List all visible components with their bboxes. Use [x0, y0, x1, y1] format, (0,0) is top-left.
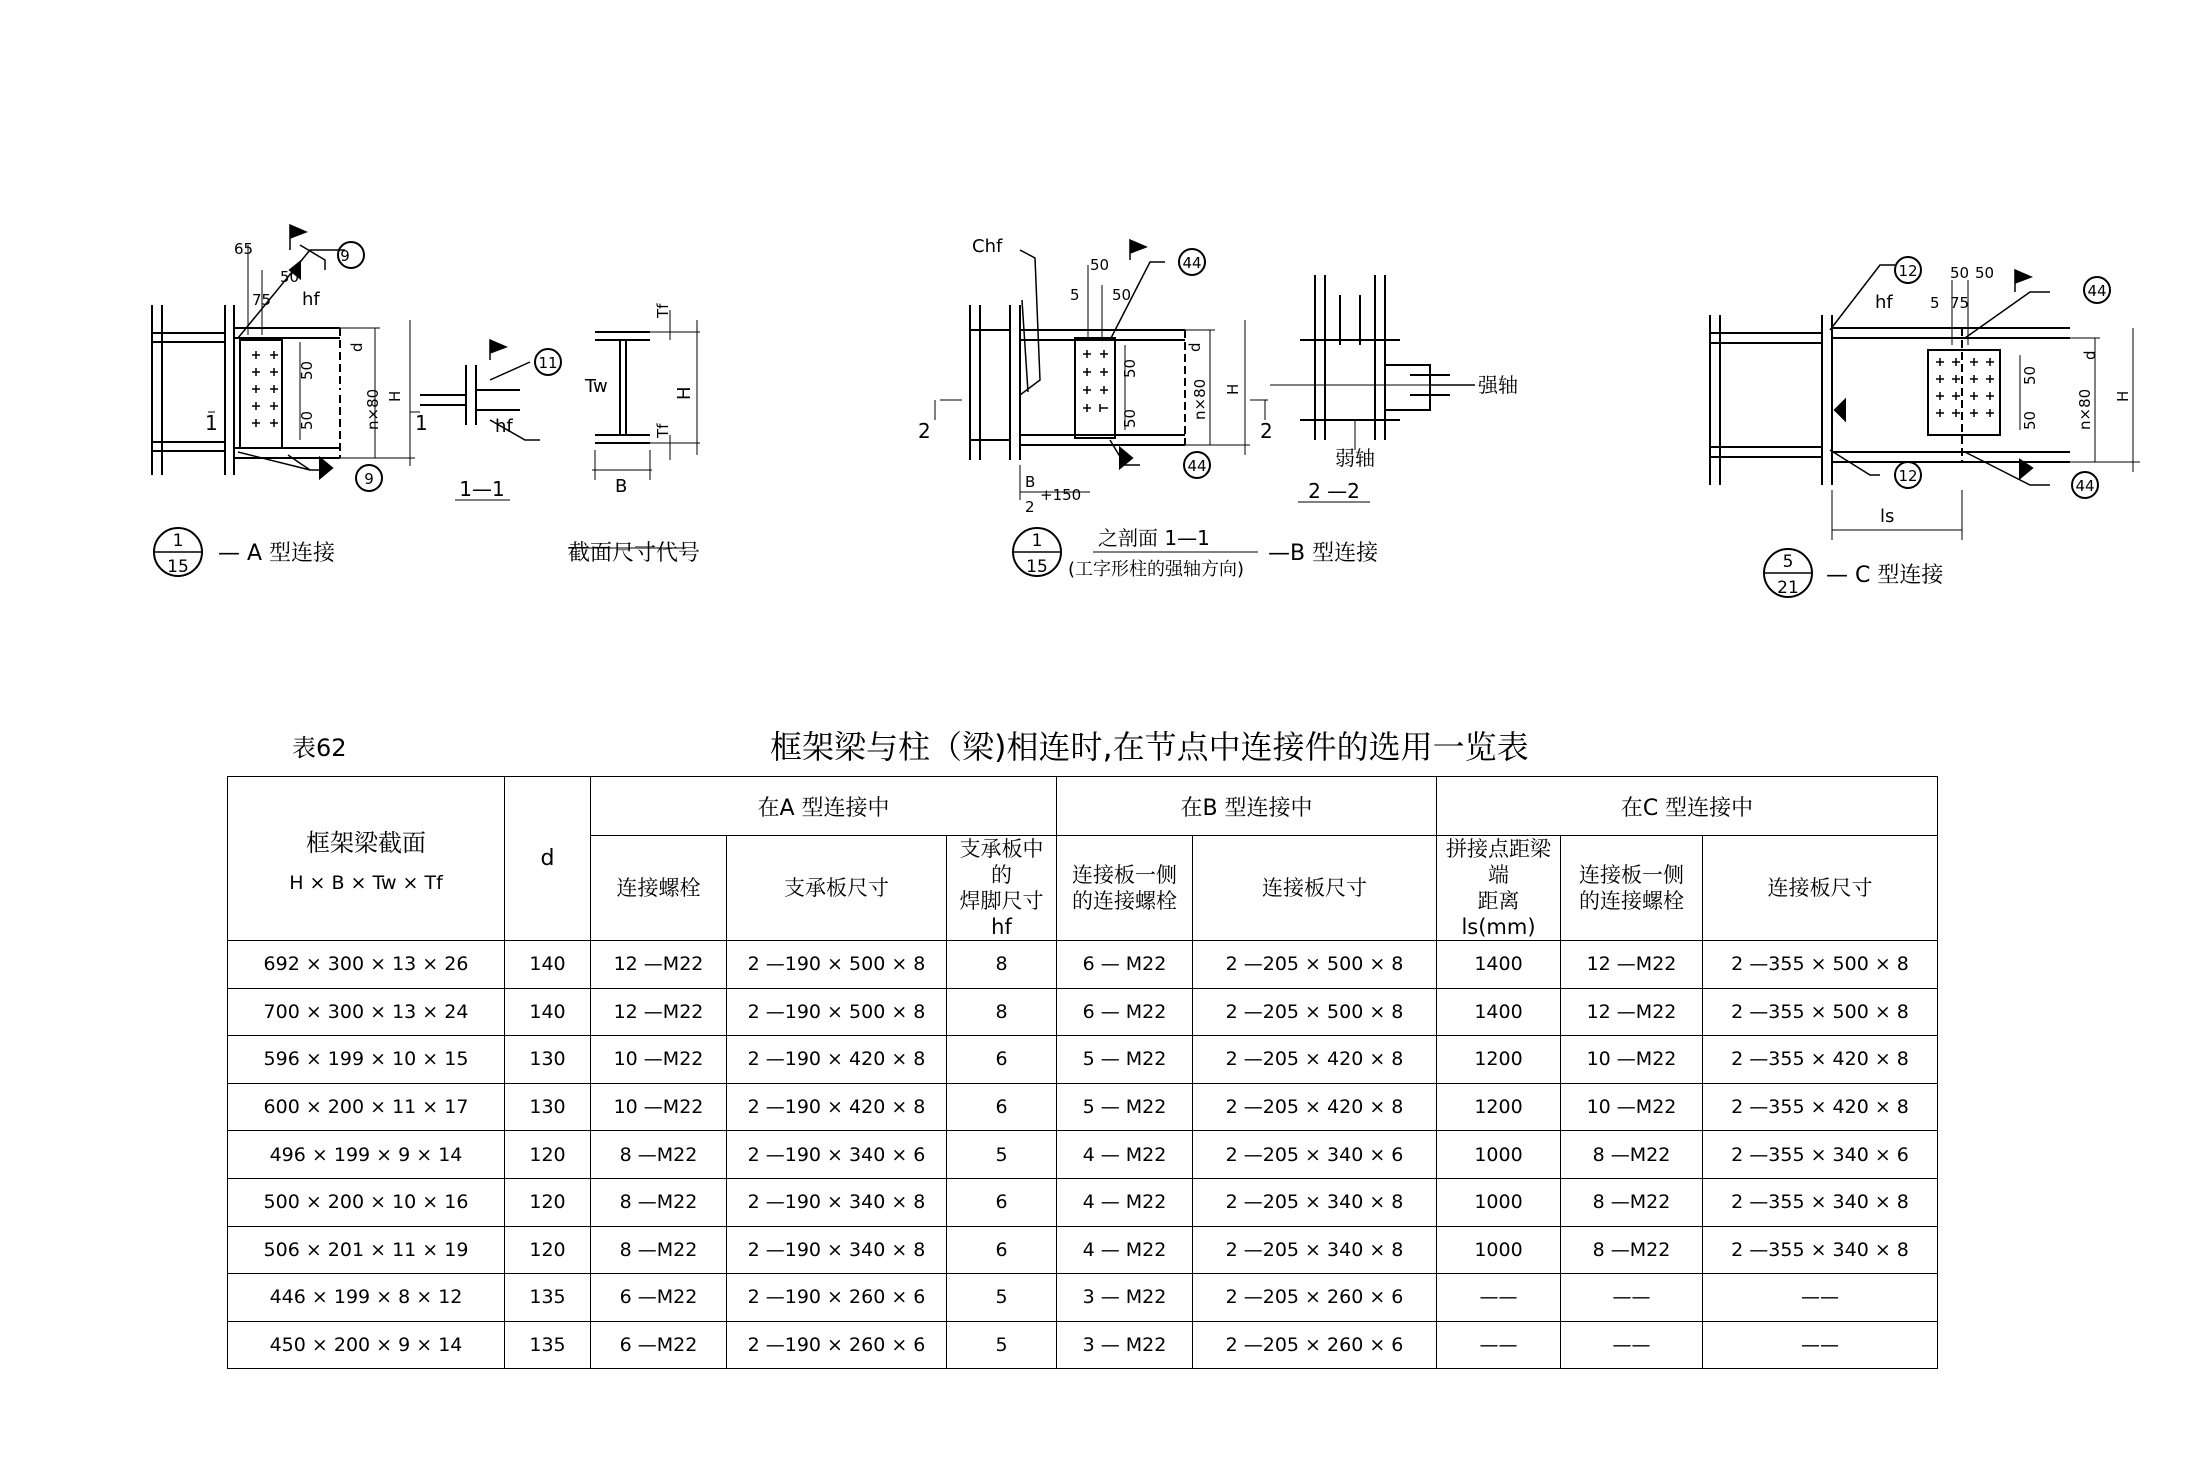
cell-a-plate: 2 —190 × 420 × 8 — [727, 1083, 947, 1131]
table-row — [228, 1178, 1938, 1226]
weld-label-a-top: hf — [302, 289, 320, 310]
ibeam-tf-top: Tf — [654, 303, 672, 318]
cell-a-bolt: 8 —M22 — [591, 1178, 727, 1226]
caption-b-line1: 之剖面 1—1 — [1098, 526, 1210, 550]
header-d: d — [505, 777, 591, 941]
cell-b-plate: 2 —205 × 340 × 8 — [1193, 1226, 1437, 1274]
cell-beam-section: 596 × 199 × 10 × 15 — [228, 1036, 505, 1084]
cell-a-bolt: 6 —M22 — [591, 1321, 727, 1369]
cell-a-weld: 5 — [947, 1321, 1057, 1369]
cell-b-bolt: 3 — M22 — [1057, 1321, 1193, 1369]
table-row — [228, 1036, 1938, 1084]
dim-b-50-top: 50 — [1090, 256, 1110, 274]
table-row — [228, 1274, 1938, 1322]
cell-d: 140 — [505, 988, 591, 1036]
cell-b-bolt: 6 — M22 — [1057, 988, 1193, 1036]
cell-a-bolt: 10 —M22 — [591, 1036, 727, 1084]
cell-d: 135 — [505, 1321, 591, 1369]
cell-c-plate: 2 —355 × 420 × 8 — [1703, 1036, 1938, 1084]
ref-b-bottom: 15 — [1026, 557, 1048, 577]
cell-d: 140 — [505, 941, 591, 989]
cell-c-distance: 1400 — [1437, 941, 1561, 989]
section-mark-b-left: 2 — [918, 419, 931, 443]
dim-c-d: d — [2081, 350, 2099, 360]
cell-c-plate: —— — [1703, 1274, 1938, 1322]
cell-a-plate: 2 —190 × 420 × 8 — [727, 1036, 947, 1084]
table-row — [228, 1226, 1938, 1274]
header-c-plate: 连接板尺寸 — [1703, 836, 1938, 941]
cell-c-plate: 2 —355 × 500 × 8 — [1703, 941, 1938, 989]
ibeam-tw: Tw — [585, 376, 608, 397]
cell-beam-section: 692 × 300 × 13 × 26 — [228, 941, 505, 989]
cell-a-plate: 2 —190 × 340 × 8 — [727, 1178, 947, 1226]
header-b-bolt-line2: 的连接螺栓 — [1072, 889, 1177, 913]
cell-c-bolt: 12 —M22 — [1561, 941, 1703, 989]
bolt-group-b — [1083, 350, 1108, 412]
dim-a-75: 75 — [252, 291, 272, 309]
header-b-bolt-line1: 连接板一侧 — [1072, 863, 1177, 887]
dim-a-50-lower: 50 — [298, 410, 316, 430]
cell-a-plate: 2 —190 × 340 × 8 — [727, 1226, 947, 1274]
cell-b-bolt: 6 — M22 — [1057, 941, 1193, 989]
cell-a-weld: 5 — [947, 1131, 1057, 1179]
cell-b-plate: 2 —205 × 340 × 6 — [1193, 1131, 1437, 1179]
dim-c-nx80: n×80 — [2076, 388, 2094, 430]
cell-b-plate: 2 —205 × 340 × 8 — [1193, 1178, 1437, 1226]
cell-c-bolt: —— — [1561, 1274, 1703, 1322]
cell-a-bolt: 6 —M22 — [591, 1274, 727, 1322]
dim-b-2: 2 — [1025, 498, 1035, 516]
header-b-plate: 连接板尺寸 — [1193, 836, 1437, 941]
ref-a-top: 1 — [172, 531, 184, 551]
header-c-bolt — [1561, 836, 1703, 941]
cell-c-distance: 1000 — [1437, 1131, 1561, 1179]
header-c-bolt-line2: 的连接螺栓 — [1579, 889, 1684, 913]
cell-a-plate: 2 —190 × 260 × 6 — [727, 1274, 947, 1322]
header-group-b: 在B 型连接中 — [1057, 777, 1437, 836]
dim-b-d: d — [1186, 342, 1204, 352]
cell-c-bolt: 10 —M22 — [1561, 1083, 1703, 1131]
header-group-c: 在C 型连接中 — [1437, 777, 1938, 836]
cell-d: 120 — [505, 1226, 591, 1274]
cell-a-bolt: 12 —M22 — [591, 988, 727, 1036]
header-b-bolt — [1057, 836, 1193, 941]
header-c-distance-line2: 距离ls(mm) — [1461, 889, 1536, 939]
dim-b-50-right: 50 — [1112, 286, 1132, 304]
section-mark-b-right: 2 — [1260, 419, 1273, 443]
table-title: 框架梁与柱（梁)相连时,在节点中连接件的选用一览表 — [770, 728, 1529, 766]
weld-label-a-section: hf — [495, 416, 513, 437]
cell-a-bolt: 8 —M22 — [591, 1131, 727, 1179]
callout-9-bottom-text: 9 — [364, 470, 374, 488]
dim-c-50-lower: 50 — [2021, 410, 2039, 430]
cell-b-plate: 2 —205 × 260 × 6 — [1193, 1321, 1437, 1369]
cell-c-plate: 2 —355 × 340 × 8 — [1703, 1178, 1938, 1226]
dim-b-nx80: n×80 — [1191, 378, 1209, 420]
ref-c-bottom: 21 — [1777, 578, 1799, 598]
cell-d: 120 — [505, 1178, 591, 1226]
dim-a-65: 65 — [234, 240, 254, 258]
cell-c-bolt: 8 —M22 — [1561, 1226, 1703, 1274]
table-row — [228, 1131, 1938, 1179]
callout-12-top-text: 12 — [1898, 262, 1918, 280]
connection-selection-table — [227, 776, 1938, 1369]
cell-c-plate: 2 —355 × 340 × 8 — [1703, 1226, 1938, 1274]
header-a-weld — [947, 836, 1057, 941]
cell-c-distance: 1200 — [1437, 1083, 1561, 1131]
cell-beam-section: 446 × 199 × 8 × 12 — [228, 1274, 505, 1322]
callout-9-top-text: 9 — [340, 247, 350, 265]
dim-c-75: 75 — [1950, 294, 1970, 312]
cell-b-bolt: 5 — M22 — [1057, 1083, 1193, 1131]
dim-c-h: H — [2114, 390, 2132, 402]
cell-beam-section: 500 × 200 × 10 × 16 — [228, 1178, 505, 1226]
dim-c-50-upper: 50 — [2021, 365, 2039, 385]
dim-a-50-upper: 50 — [298, 360, 316, 380]
header-c-distance-line1: 拼接点距梁端 — [1446, 837, 1551, 887]
callout-44-top-text: 44 — [1182, 254, 1202, 272]
header-beam-section-title: 框架梁截面 — [306, 829, 426, 857]
section-mark-a-left: 1 — [205, 411, 218, 435]
dim-a-d: d — [348, 342, 366, 352]
cell-b-bolt: 4 — M22 — [1057, 1226, 1193, 1274]
dim-b-5: 5 — [1070, 286, 1080, 304]
cell-c-bolt: 8 —M22 — [1561, 1178, 1703, 1226]
cell-c-plate: —— — [1703, 1321, 1938, 1369]
cell-c-distance: 1000 — [1437, 1226, 1561, 1274]
cell-a-bolt: 12 —M22 — [591, 941, 727, 989]
header-a-weld-line2: 焊脚尺寸hf — [959, 889, 1044, 939]
section-title-2-2: 2 —2 — [1308, 479, 1360, 503]
ibeam-caption: 截面尺寸代号 — [568, 541, 701, 566]
axis-weak: 弱轴 — [1335, 446, 1375, 470]
section-title-1-1: 1—1 — [459, 477, 505, 501]
ref-a-bottom: 15 — [167, 557, 189, 577]
cell-a-plate: 2 —190 × 260 × 6 — [727, 1321, 947, 1369]
cell-a-weld: 6 — [947, 1083, 1057, 1131]
dim-c-hf: hf — [1875, 292, 1893, 313]
cell-a-plate: 2 —190 × 340 × 6 — [727, 1131, 947, 1179]
section-2-2 — [1270, 275, 1475, 450]
ref-b-top: 1 — [1031, 531, 1043, 551]
dim-b-150: +150 — [1040, 486, 1082, 504]
caption-b-line2: (工字形柱的强轴方向) — [1068, 559, 1245, 580]
cell-b-bolt: 5 — M22 — [1057, 1036, 1193, 1084]
cell-a-weld: 8 — [947, 941, 1057, 989]
cell-c-distance: 1200 — [1437, 1036, 1561, 1084]
header-beam-section-formula: H × B × Tw × Tf — [289, 872, 443, 894]
cell-beam-section: 700 × 300 × 13 × 24 — [228, 988, 505, 1036]
callout-44-top-c-text: 44 — [2087, 282, 2107, 300]
cell-b-plate: 2 —205 × 260 × 6 — [1193, 1274, 1437, 1322]
header-a-weld-line1: 支承板中的 — [959, 837, 1044, 887]
cell-c-distance: —— — [1437, 1274, 1561, 1322]
cell-c-plate: 2 —355 × 340 × 6 — [1703, 1131, 1938, 1179]
cell-b-plate: 2 —205 × 420 × 8 — [1193, 1083, 1437, 1131]
cell-b-plate: 2 —205 × 420 × 8 — [1193, 1036, 1437, 1084]
cell-a-weld: 6 — [947, 1226, 1057, 1274]
header-c-distance — [1437, 836, 1561, 941]
cell-d: 120 — [505, 1131, 591, 1179]
dim-a-h: H — [386, 390, 404, 402]
cell-c-bolt: 10 —M22 — [1561, 1036, 1703, 1084]
dim-b-h: H — [1224, 383, 1242, 395]
cell-a-weld: 6 — [947, 1178, 1057, 1226]
cell-beam-section: 600 × 200 × 11 × 17 — [228, 1083, 505, 1131]
bolt-group-c — [1936, 358, 1994, 417]
cell-c-distance: 1000 — [1437, 1178, 1561, 1226]
dim-a-50: 50 — [280, 268, 300, 286]
header-beam-section — [228, 777, 505, 941]
cell-c-plate: 2 —355 × 500 × 8 — [1703, 988, 1938, 1036]
caption-c: — C 型连接 — [1826, 563, 1944, 588]
dim-c-ls: ls — [1880, 506, 1895, 527]
cell-c-bolt: —— — [1561, 1321, 1703, 1369]
table-row — [228, 1321, 1938, 1369]
cell-c-plate: 2 —355 × 420 × 8 — [1703, 1083, 1938, 1131]
table-body — [228, 941, 1938, 1369]
callout-11-text: 11 — [538, 354, 558, 372]
cell-b-plate: 2 —205 × 500 × 8 — [1193, 941, 1437, 989]
ref-c-top: 5 — [1782, 552, 1794, 572]
table-number: 表62 — [292, 734, 347, 762]
header-a-plate: 支承板尺寸 — [727, 836, 947, 941]
cell-d: 135 — [505, 1274, 591, 1322]
header-group-a: 在A 型连接中 — [591, 777, 1057, 836]
ibeam-b: B — [615, 476, 628, 497]
cell-c-bolt: 8 —M22 — [1561, 1131, 1703, 1179]
cell-c-bolt: 12 —M22 — [1561, 988, 1703, 1036]
dim-b-50-upper: 50 — [1121, 358, 1139, 378]
callout-44-bottom-c-text: 44 — [2075, 477, 2095, 495]
section-mark-a-right: 1 — [415, 411, 428, 435]
cell-beam-section: 450 × 200 × 9 × 14 — [228, 1321, 505, 1369]
cell-b-bolt: 4 — M22 — [1057, 1178, 1193, 1226]
cell-b-bolt: 4 — M22 — [1057, 1131, 1193, 1179]
cell-d: 130 — [505, 1036, 591, 1084]
caption-b-suffix: —B 型连接 — [1268, 541, 1379, 566]
callout-44-bottom-text: 44 — [1187, 457, 1207, 475]
dim-b-chf: Chf — [972, 236, 1003, 257]
cell-a-weld: 6 — [947, 1036, 1057, 1084]
axis-strong: 强轴 — [1478, 373, 1518, 397]
table-row — [228, 941, 1938, 989]
table-row — [228, 988, 1938, 1036]
header-c-bolt-line1: 连接板一侧 — [1579, 863, 1684, 887]
dim-c-50-a: 50 — [1950, 264, 1970, 282]
cell-a-plate: 2 —190 × 500 × 8 — [727, 941, 947, 989]
ibeam-tf-bottom: Tf — [654, 423, 672, 438]
cell-a-bolt: 10 —M22 — [591, 1083, 727, 1131]
cell-a-weld: 5 — [947, 1274, 1057, 1322]
cell-c-distance: —— — [1437, 1321, 1561, 1369]
table-row — [228, 1083, 1938, 1131]
dim-b-b: B — [1025, 473, 1036, 491]
cell-a-plate: 2 —190 × 500 × 8 — [727, 988, 947, 1036]
caption-a: — A 型连接 — [218, 541, 336, 566]
bolt-group-a — [252, 351, 278, 427]
dim-c-50-b: 50 — [1975, 264, 1995, 282]
cell-b-bolt: 3 — M22 — [1057, 1274, 1193, 1322]
cell-a-weld: 8 — [947, 988, 1057, 1036]
dim-b-50-lower: 50 — [1121, 408, 1139, 428]
detail-a-drawing — [152, 225, 700, 576]
header-a-bolt: 连接螺栓 — [591, 836, 727, 941]
dim-a-nx80: n×80 — [364, 388, 382, 430]
cell-beam-section: 506 × 201 × 11 × 19 — [228, 1226, 505, 1274]
dim-c-5: 5 — [1930, 294, 1940, 312]
cell-a-bolt: 8 —M22 — [591, 1226, 727, 1274]
cell-beam-section: 496 × 199 × 9 × 14 — [228, 1131, 505, 1179]
ibeam-h: H — [674, 386, 695, 400]
cell-b-plate: 2 —205 × 500 × 8 — [1193, 988, 1437, 1036]
callout-12-bottom-text: 12 — [1898, 467, 1918, 485]
cell-d: 130 — [505, 1083, 591, 1131]
cell-c-distance: 1400 — [1437, 988, 1561, 1036]
